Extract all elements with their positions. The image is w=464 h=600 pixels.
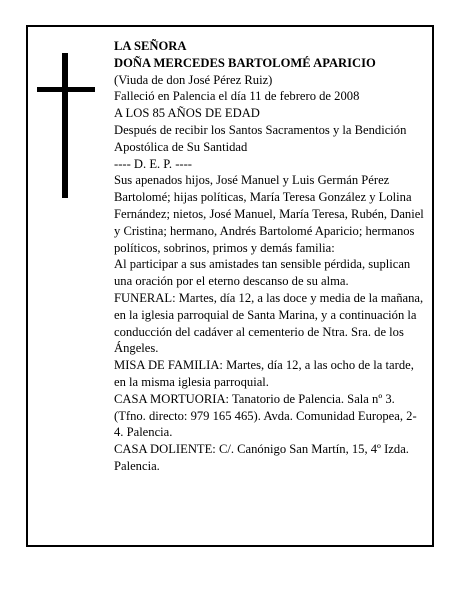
cross-icon-arm <box>37 87 95 92</box>
notice-title: LA SEÑORA <box>114 39 187 53</box>
death-info: Falleció en Palencia el día 11 de febrero de 2008 <box>114 89 360 104</box>
funeral-home-info: CASA MORTUORIA: Tanatorio de Palencia. Sala nº 3. (Tfno. directo: 979 165 465). Avda. Comunidad Europea, 2-4. Palencia. <box>114 391 417 440</box>
family-home-info: CASA DOLIENTE: C/. Canónigo San Martín, 15, 4º Izda. Palencia. <box>114 442 409 473</box>
prayer-request: Al participar a sus amistades tan sensible pérdida, suplican una oración por el eterno descanso de su alma. <box>114 257 411 289</box>
funeral-info: FUNERAL: Martes, día 12, a las doce y media de la mañana, en la iglesia parroquial de Santa Marina, y a continuación la conducción del cadáver al cementerio de Ntra. Sra. de los Ángeles. <box>114 290 424 356</box>
family-mass-info: MISA DE FAMILIA: Martes, día 12, a las ocho de la tarde, en la misma iglesia parroquial. <box>114 358 414 389</box>
deceased-name: DOÑA MERCEDES BARTOLOMÉ APARICIO <box>114 55 376 70</box>
cross-icon <box>62 53 68 198</box>
family-list: Sus apenados hijos, José Manuel y Luis Germán Pérez Bartolomé; hijas políticas, María Teresa González y Lolina Fernández; nietos, José Manuel, María Teresa, Rubén, Daniel y Cristina; hermano, Andrés Bartolomé Aparicio; hermanos políticos, sobrinos, primos y demás familia: <box>114 173 424 255</box>
sacraments-info: Después de recibir los Santos Sacramentos y la Bendición Apostólica de Su Santidad <box>114 122 407 154</box>
obituary-text <box>114 38 426 475</box>
widow-of: (Viuda de don José Pérez Ruiz) <box>114 72 273 87</box>
age-info: A LOS 85 AÑOS DE EDAD <box>114 106 260 121</box>
rip-line: ---- D. E. P. ---- <box>114 156 192 171</box>
